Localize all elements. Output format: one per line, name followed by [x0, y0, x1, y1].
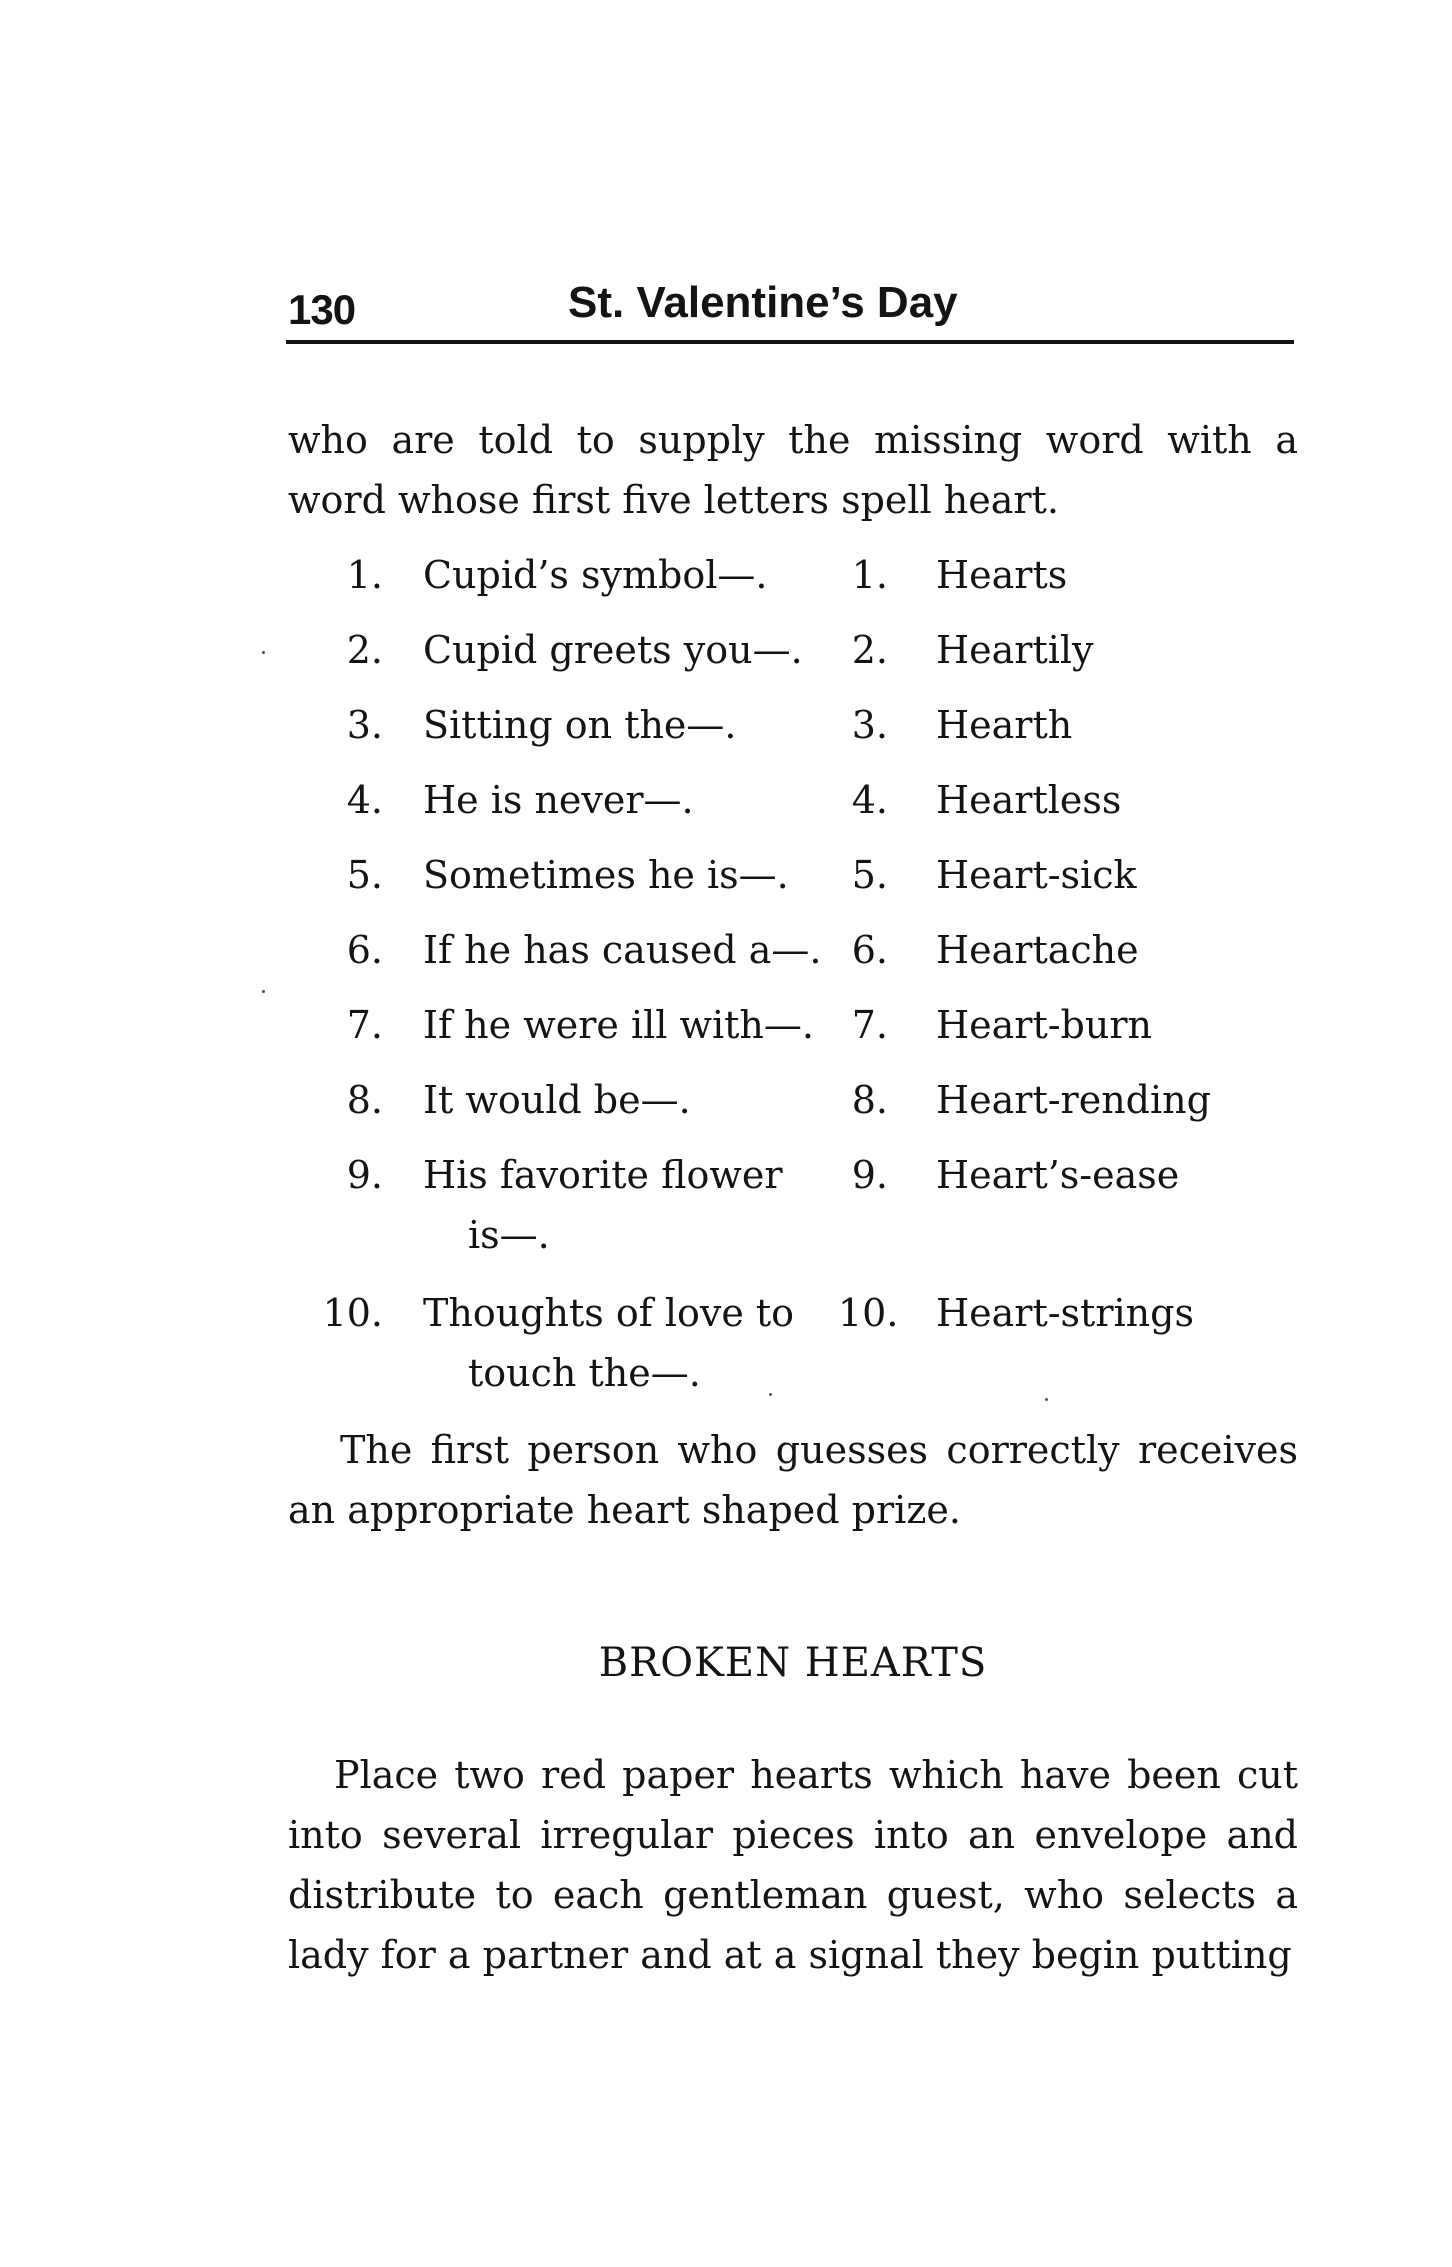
- answer-number: 1.: [851, 553, 888, 597]
- list-item: [288, 845, 1298, 905]
- question-text-line: If he has caused a—.: [423, 928, 822, 972]
- scan-speck: [262, 651, 265, 654]
- question-text: [423, 1070, 843, 1130]
- question-number: 1.: [346, 553, 383, 597]
- question-text: [423, 1283, 843, 1403]
- question-text: [423, 695, 843, 755]
- list-item: [288, 695, 1298, 755]
- list-item: [288, 995, 1298, 1055]
- closing-paragraph: The first person who guesses correctly receives an appropriate heart shaped prize.: [288, 1428, 1298, 1532]
- question-text: [423, 920, 843, 980]
- list-item: [288, 920, 1298, 980]
- answer-text: Heartless: [936, 778, 1122, 822]
- answer-text: Heart-burn: [936, 1003, 1152, 1047]
- question-text-line: Thoughts of love to: [423, 1291, 795, 1335]
- answer-number: 4.: [851, 778, 888, 822]
- question-text: [423, 995, 843, 1055]
- list-item: [288, 770, 1298, 830]
- question-text: [423, 620, 843, 680]
- scan-speck: [769, 1393, 772, 1396]
- question-text-continuation: touch the—.: [468, 1351, 701, 1395]
- question-text-line: His favorite flower: [423, 1153, 783, 1197]
- page-number: 130: [288, 286, 356, 333]
- answer-number: 5.: [851, 853, 888, 897]
- list-item: [288, 545, 1298, 605]
- answer-text: Heart-rending: [936, 1078, 1211, 1122]
- answer-number: 8.: [851, 1078, 888, 1122]
- answer-number: 9.: [851, 1153, 888, 1197]
- answer-text: Hearts: [936, 553, 1068, 597]
- intro-paragraph: who are told to supply the missing word with a word whose first five letters spell heart.: [288, 418, 1298, 522]
- question-number: 2.: [346, 628, 383, 672]
- question-text: [423, 770, 843, 830]
- question-text-line: He is never—.: [423, 778, 694, 822]
- question-number: 3.: [346, 703, 383, 747]
- answer-text: Hearth: [936, 703, 1073, 747]
- question-number: 6.: [346, 928, 383, 972]
- question-text: [423, 1145, 843, 1265]
- answer-text: Heartache: [936, 928, 1139, 972]
- question-text-line: If he were ill with—.: [423, 1003, 814, 1047]
- question-number: 4.: [346, 778, 383, 822]
- answer-number: 6.: [851, 928, 888, 972]
- answer-text: Heartily: [936, 628, 1094, 672]
- question-text-line: It would be—.: [423, 1078, 691, 1122]
- answer-number: 2.: [851, 628, 888, 672]
- question-text: [423, 845, 843, 905]
- list-item: [288, 1145, 1298, 1265]
- answer-number: 7.: [851, 1003, 888, 1047]
- section-heading: BROKEN HEARTS: [598, 1640, 988, 1686]
- section-body-paragraph: Place two red paper hearts which have been cut into several irregular pieces into an envelope and distribute to each gentleman guest, who selects a lady for a partner and at a signal they begin putting: [288, 1753, 1298, 1977]
- question-number: 8.: [346, 1078, 383, 1122]
- question-number: 9.: [346, 1153, 383, 1197]
- answer-text: Heart-strings: [936, 1291, 1194, 1335]
- question-number: 5.: [346, 853, 383, 897]
- header-rule: [286, 340, 1294, 344]
- scan-speck: [1045, 1398, 1048, 1401]
- question-answer-list: [288, 545, 1298, 1421]
- list-item: [288, 1283, 1298, 1403]
- answer-text: Heart-sick: [936, 853, 1137, 897]
- question-text: [423, 545, 843, 605]
- answer-number: 3.: [851, 703, 888, 747]
- scan-speck: [262, 990, 265, 993]
- question-text-line: Cupid’s symbol—.: [423, 553, 768, 597]
- list-item: [288, 620, 1298, 680]
- question-number: 7.: [346, 1003, 383, 1047]
- running-head: [288, 278, 1294, 338]
- answer-number: 10.: [838, 1291, 899, 1335]
- question-number: 10.: [322, 1291, 383, 1335]
- running-title: St. Valentine’s Day: [568, 278, 958, 327]
- answer-text: Heart’s-ease: [936, 1153, 1180, 1197]
- question-text-continuation: is—.: [468, 1213, 550, 1257]
- list-item: [288, 1070, 1298, 1130]
- question-text-line: Sitting on the—.: [423, 703, 737, 747]
- question-text-line: Cupid greets you—.: [423, 628, 803, 672]
- question-text-line: Sometimes he is—.: [423, 853, 789, 897]
